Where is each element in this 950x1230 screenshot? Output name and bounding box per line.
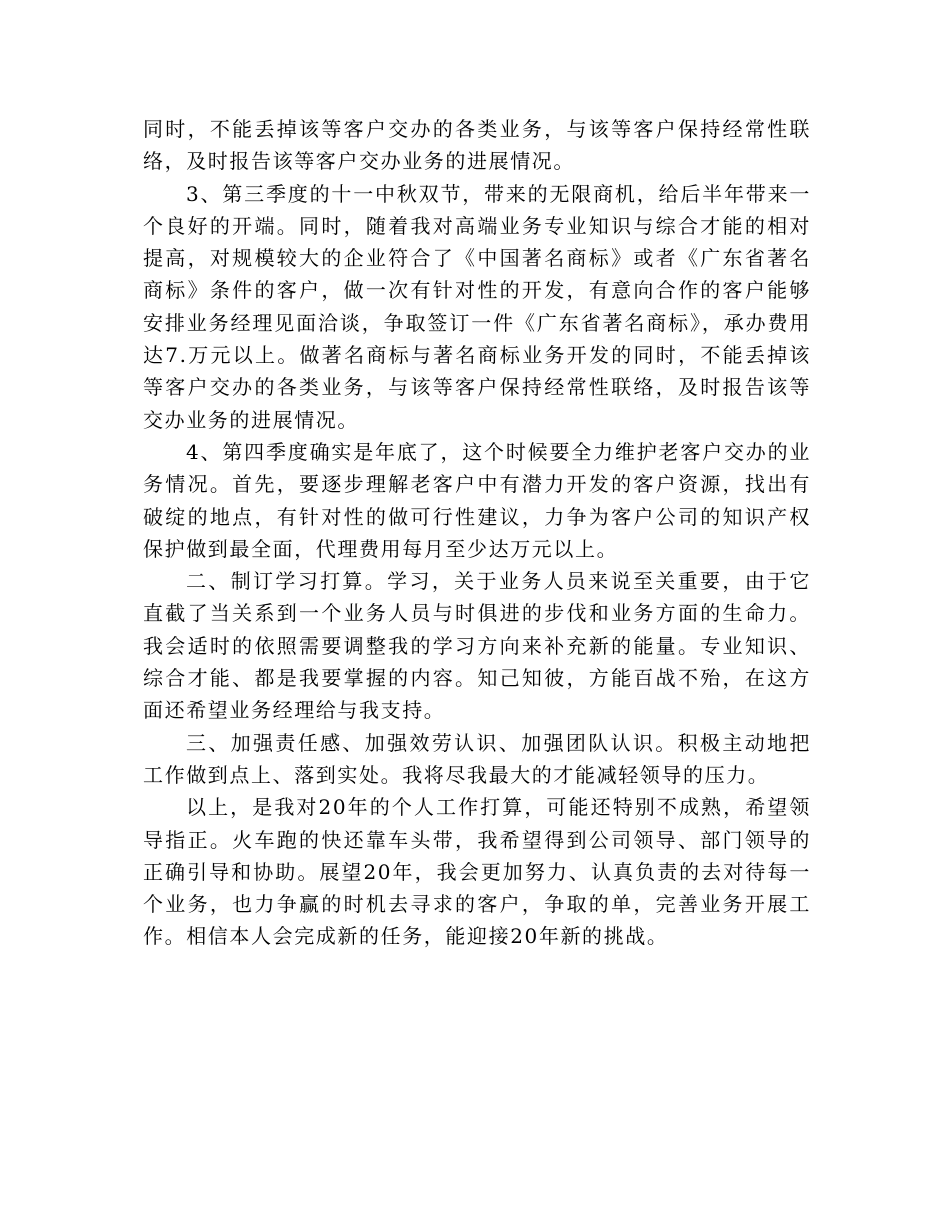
- paragraph-q4-plan: 4、第四季度确实是年底了，这个时候要全力维护老客户交办的业务情况。首先，要逐步理解老客户中有潜力开发的客户资源，找出有破绽的地点，有针对性的做可行性建议，力争为客户公司的知识产权保护做到最全面，代理费用每月至少达万元以上。: [143, 439, 811, 561]
- paragraph-responsibility: 三、加强责任感、加强效劳认识、加强团队认识。积极主动地把工作做到点上、落到实处。我将尽我最大的才能减轻领导的压力。: [143, 730, 811, 787]
- paragraph-q3-plan: 3、第三季度的十一中秋双节，带来的无限商机，给后半年带来一个良好的开端。同时，随着我对高端业务专业知识与综合才能的相对提高，对规模较大的企业符合了《中国著名商标》或者《广东省著名商标》条件的客户，做一次有针对性的开发，有意向合作的客户能够安排业务经理见面洽谈，争取签订一件《广东省著名商标》，承办费用达7.万元以上。做著名商标与著名商标业务开发的同时，不能丢掉该等客户交办的各类业务，与该等客户保持经常性联络，及时报告该等交办业务的进展情况。: [143, 181, 811, 432]
- document-body: [143, 113, 811, 953]
- paragraph-study-plan: 二、制订学习打算。学习，关于业务人员来说至关重要，由于它直截了当关系到一个业务人员与时俱进的步伐和业务方面的生命力。我会适时的依照需要调整我的学习方向来补充新的能量。专业知识、综合才能、都是我要掌握的内容。知己知彼，方能百战不殆，在这方面还希望业务经理给与我支持。: [143, 569, 811, 723]
- paragraph-continuation: 同时，不能丢掉该等客户交办的各类业务，与该等客户保持经常性联络，及时报告该等客户交办业务的进展情况。: [143, 117, 811, 174]
- paragraph-conclusion: 以上，是我对20年的个人工作打算，可能还特别不成熟，希望领导指正。火车跑的快还靠车头带，我希望得到公司领导、部门领导的正确引导和协助。展望20年，我会更加努力、认真负责的去对待每一个业务，也力争赢的时机去寻求的客户，争取的单，完善业务开展工作。相信本人会完成新的任务，能迎接20年新的挑战。: [143, 795, 811, 949]
